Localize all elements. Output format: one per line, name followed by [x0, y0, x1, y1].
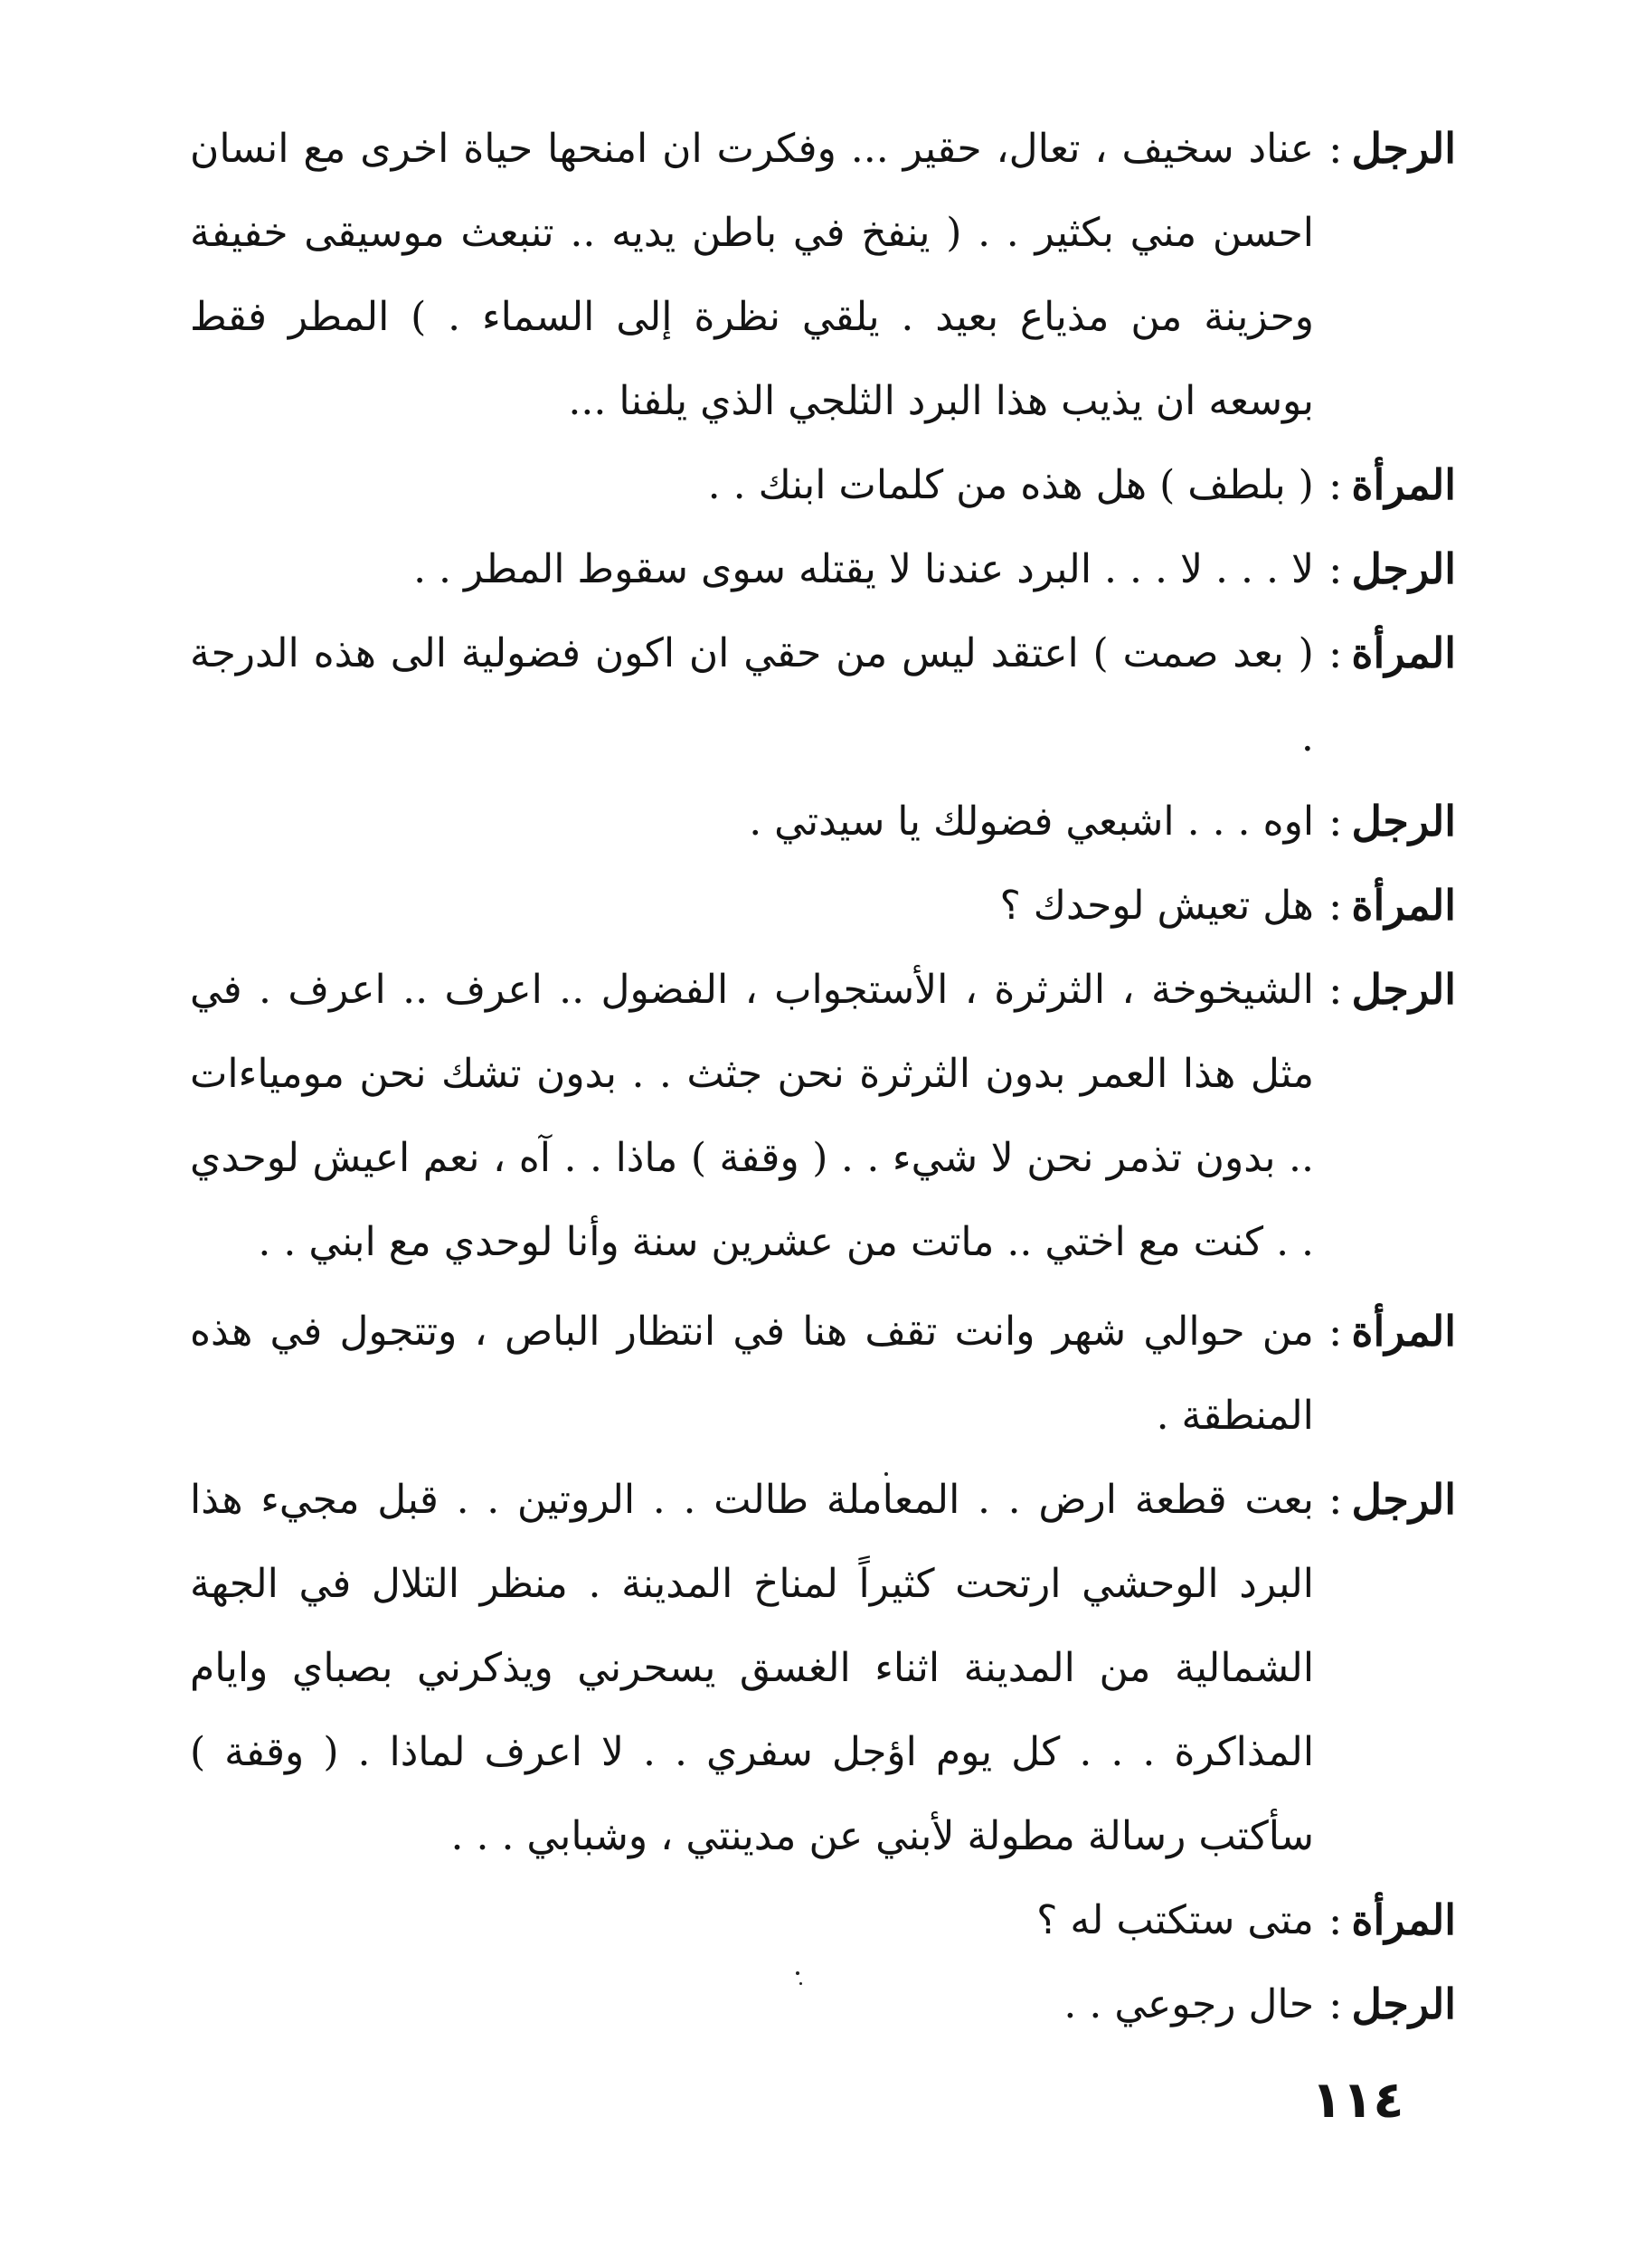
- speech-text: عناد سخيف ، تعال، حقير ... وفكرت ان امنحها حياة اخرى مع انسان احسن مني بكثير . . ( ينفخ في باطن يديه .. تنبعث موسيقى خفيفة وحزينة من مذياع بعيد . يلقي نظرة إلى السماء . ) المطر فقط بوسعه ان يذيب هذا البرد الثلجي الذي يلفنا ...: [190, 126, 1315, 424]
- speaker-name: المرأة:: [1328, 881, 1456, 930]
- print-speck: [799, 1982, 802, 1985]
- speech-text: ( بلطف ) هل هذه من كلمات ابنك . .: [707, 462, 1314, 508]
- speech-text: هل تعيش لوحدك ؟: [999, 883, 1314, 929]
- speech-text: من حوالي شهر وانت تقف هنا في انتظار الباص ، وتتجول في هذه المنطقة .: [190, 1309, 1314, 1439]
- dialogue-entry: [190, 1290, 1456, 1458]
- speech-text: ( بعد صمت ) اعتقد ليس من حقي ان اكون فضولية الى هذه الدرجة .: [190, 630, 1314, 761]
- speaker-name: الرجل:: [1328, 544, 1456, 593]
- dialogue-entry: [190, 1878, 1456, 1962]
- speaker-name: الرجل:: [1328, 965, 1456, 1014]
- speaker-name: الرجل:: [1328, 1980, 1456, 2028]
- speech-text: اوه . . . اشبعي فضولك يا سيدتي .: [749, 799, 1315, 845]
- print-speck: [884, 1472, 888, 1476]
- speaker-name: الرجل:: [1328, 1475, 1456, 1524]
- speech-text: حال رجوعي . .: [1063, 1981, 1315, 2027]
- dialogue-entry: [190, 780, 1456, 864]
- print-speck: [796, 1971, 799, 1975]
- speaker-name: المرأة:: [1328, 1895, 1456, 1944]
- dialogue-entry: [190, 527, 1456, 611]
- speech-text: لا . . . لا . . . البرد عندنا لا يقتله سوى سقوط المطر . .: [413, 546, 1315, 592]
- dialogue-entry: [190, 1962, 1456, 2046]
- dialogue-entry: [190, 864, 1456, 948]
- page-number: ١١٤: [1311, 2071, 1404, 2130]
- play-page: [190, 107, 1456, 2046]
- speaker-name: المرأة:: [1328, 460, 1456, 509]
- dialogue-entry: [190, 443, 1456, 527]
- speech-text: متى ستكتب له ؟: [1036, 1897, 1314, 1943]
- speaker-name: الرجل:: [1328, 124, 1456, 173]
- dialogue-entry: [190, 611, 1456, 780]
- speaker-name: المرأة:: [1328, 628, 1456, 677]
- dialogue-entry: [190, 1458, 1456, 1878]
- dialogue-entry: [190, 948, 1456, 1284]
- dialogue-entry: [190, 107, 1456, 443]
- speaker-name: المرأة:: [1328, 1307, 1456, 1356]
- speaker-name: الرجل:: [1328, 797, 1456, 846]
- speech-text: بعت قطعة ارض . . المعاملة طالت . . الروتين . . قبل مجيء هذا البرد الوحشي ارتحت كثيراً لمناخ المدينة . منظر التلال في الجهة الشمالية من المدينة اثناء الغسق يسحرني ويذكرني بصباي وايام المذاكرة . . . كل يوم اؤجل سفري . . لا اعرف لماذا . ( وقفة ) سأكتب رسالة مطولة لأبني عن مدينتي ، وشبابي . . .: [190, 1477, 1315, 1859]
- speech-text: الشيخوخة ، الثرثرة ، الأستجواب ، الفضول .. اعرف .. اعرف . في مثل هذا العمر بدون الثرثرة نحن جثث . . بدون تشك نحن مومياءات .. بدون تذمر نحن لا شيء . . ( وقفة ) ماذا . . آه ، نعم اعيش لوحدي . . كنت مع اختي .. ماتت من عشرين سنة وأنا لوحدي مع ابني . .: [190, 967, 1315, 1265]
